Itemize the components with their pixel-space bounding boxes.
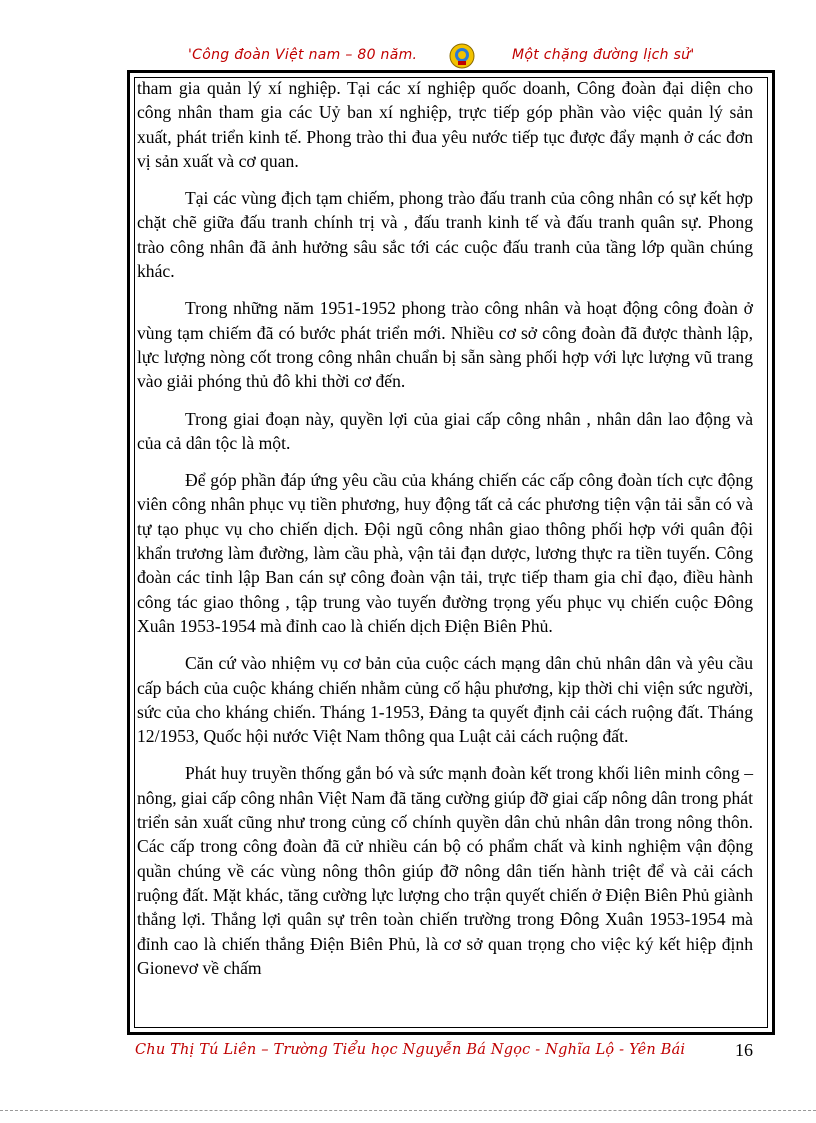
page-number: 16 <box>735 1040 753 1060</box>
header-right-text: Một chặng đường lịch sử' <box>512 47 695 63</box>
document-body <box>137 76 753 993</box>
page-header <box>130 43 750 69</box>
header-left-text: 'Công đoàn Việt nam – 80 năm. <box>188 47 418 63</box>
page-footer <box>133 1040 753 1064</box>
paragraph: Tại các vùng địch tạm chiếm, phong trào đấu tranh của công nhân có sự kết hợp chặt chẽ giữa đấu tranh chính trị và , đấu tranh kinh tế và đấu tranh quân sự. Phong trào công nhân đã ảnh hưởng sâu sắc tới các cuộc đấu tranh của tầng lớp quần chúng khác. <box>137 188 753 282</box>
paragraph: Để góp phần đáp ứng yêu cầu của kháng chiến các cấp công đoàn tích cực động viên công nhân phục vụ tiền phương, huy động tất cả các phương tiện vận tải sẵn có và tự tạo phục vụ cho chiến dịch. Đội ngũ công nhân giao thông phối hợp với quân đội khẩn trương làm đường, làm cầu phà, vận tải đạn dược, lương thực ra tiền tuyến. Công đoàn các tỉnh lập Ban cán sự công đoàn vận tải, trực tiếp tham gia chỉ đạo, điều hành công tác giao thông , tập trung vào tuyến đường trọng yếu phục vụ chiến cuộc Đông Xuân 1953-1954 mà đỉnh cao là chiến dịch Điện Biên Phủ. <box>137 470 753 636</box>
bottom-divider <box>0 1110 816 1111</box>
trade-union-emblem-icon <box>449 43 475 69</box>
footer-author: Chu Thị Tú Liên – Trường Tiểu học Nguyễn Bá Ngọc - Nghĩa Lộ - Yên Bái <box>135 1042 686 1058</box>
paragraph: tham gia quản lý xí nghiệp. Tại các xí nghiệp quốc doanh, Công đoàn đại diện cho công nhân tham gia các Uỷ ban xí nghiệp, trực tiếp góp phần vào việc quản lý sản xuất, phát triển kinh tế. Phong trào thi đua yêu nước tiếp tục được đẩy mạnh ở các đơn vị sản xuất và cơ quan. <box>137 78 753 171</box>
paragraph: Trong giai đoạn này, quyền lợi của giai cấp công nhân , nhân dân lao động và của cả dân tộc là một. <box>137 408 753 453</box>
paragraph: Trong những năm 1951-1952 phong trào công nhân và hoạt động công đoàn ở vùng tạm chiếm đã có bước phát triển mới. Nhiều cơ sở công đoàn đã được thành lập, lực lượng nòng cốt trong công nhân chuẩn bị sẵn sàng phối hợp với lực lượng vũ trang vào giải phóng thủ đô khi thời cơ đến. <box>137 298 753 392</box>
paragraph: Phát huy truyền thống gắn bó và sức mạnh đoàn kết trong khối liên minh công – nông, giai cấp công nhân Việt Nam đã tăng cường giúp đỡ giai cấp nông dân trong phát triển sản xuất cũng như trong củng cố chính quyền dân chủ nhân dân trong nông thôn. Các cấp trong công đoàn đã cử nhiều cán bộ có phẩm chất và kinh nghiệm vận động quần chúng về các vùng nông thôn giúp đỡ nông dân tiến hành triệt để và cải cách ruộng đất. Mặt khác, tăng cường lực lượng cho trận quyết chiến ở Điện Biên Phủ giành thắng lợi. Thắng lợi quân sự trên toàn chiến trường trong Đông Xuân 1953-1954 mà đỉnh cao là chiến thắng Điện Biên Phủ, là cơ sở quan trọng cho việc ký kết hiệp định Gionevơ về chấm <box>137 763 754 978</box>
paragraph: Căn cứ vào nhiệm vụ cơ bản của cuộc cách mạng dân chủ nhân dân và yêu cầu cấp bách của cuộc kháng chiến nhằm củng cố hậu phương, kịp thời chi viện sức người, sức của cho kháng chiến. Tháng 1-1953, Đảng ta quyết định cải cách ruộng đất. Tháng 12/1953, Quốc hội nước Việt Nam thông qua Luật cải cách ruộng đất. <box>137 653 753 747</box>
